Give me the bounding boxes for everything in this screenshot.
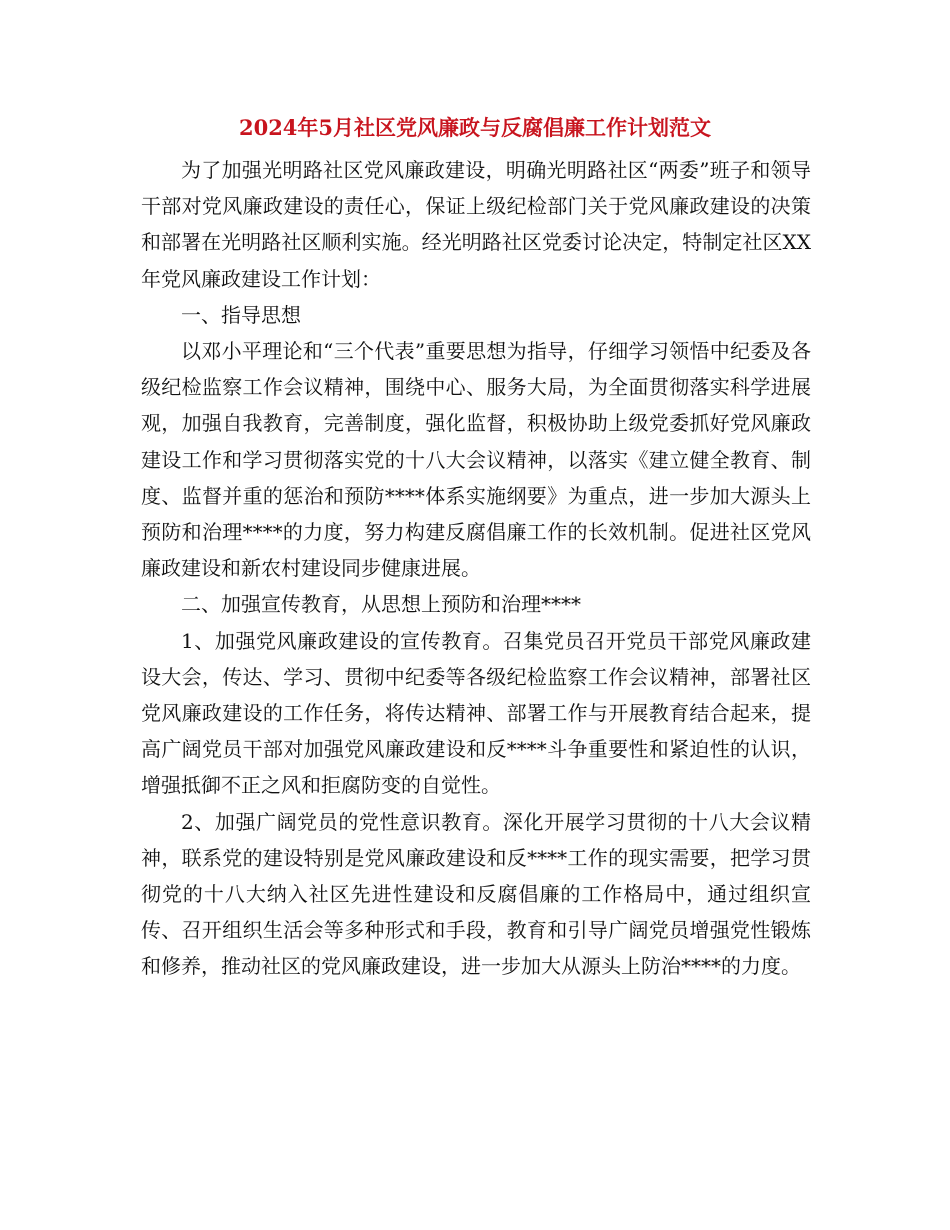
paragraph-guiding-ideology: 以邓小平理论和“三个代表”重要思想为指导，仔细学习领悟中纪委及各级纪检监察工作会议精神，围绕中心、服务大局，为全面贯彻落实科学进展观，加强自我教育，完善制度，强化监督，积极协助上级党委抓好党风廉政建设工作和学习贯彻落实党的十八大会议精神，以落实《建立健全教育、制度、监督并重的惩治和预防****体系实施纲要》为重点，进一步加大源头上预防和治理****的力度，努力构建反腐倡廉工作的长效机制。促进社区党风廉政建设和新农村建设同步健康进展。 [141, 339, 811, 581]
section-heading-publicity-education: 二、加强宣传教育，从思想上预防和治理**** [181, 592, 581, 617]
paragraph-item-1: 1、加强党风廉政建设的宣传教育。召集党员召开党员干部党风廉政建设大会，传达、学习、贯彻中纪委等各级纪检监察工作会议精神，部署社区党风廉政建设的工作任务，将传达精神、部署工作与开展教育结合起来，提高广阔党员干部对加强党风廉政建设和反****斗争重要性和紧迫性的认识，增强抵御不正之风和拒腐防变的自觉性。 [141, 628, 811, 798]
document-title: 2024年5月社区党风廉政与反腐倡廉工作计划范文 [238, 115, 712, 140]
document-body [141, 152, 811, 985]
section-heading-guiding-ideology: 一、指导思想 [181, 302, 301, 327]
paragraph-intro: 为了加强光明路社区党风廉政建设，明确光明路社区“两委”班子和领导干部对党风廉政建设的责任心，保证上级纪检部门关于党风廉政建设的决策和部署在光明路社区顺利实施。经光明路社区党委讨论决定，特制定社区XX年党风廉政建设工作计划： [141, 158, 811, 291]
paragraph-item-2: 2、加强广阔党员的党性意识教育。深化开展学习贯彻的十八大会议精神，联系党的建设特别是党风廉政建设和反****工作的现实需要，把学习贯彻党的十八大纳入社区先进性建设和反腐倡廉的工作格局中，通过组织宣传、召开组织生活会等多种形式和手段，教育和引导广阔党员增强党性锻炼和修养，推动社区的党风廉政建设，进一步加大从源头上防治****的力度。 [141, 809, 811, 979]
